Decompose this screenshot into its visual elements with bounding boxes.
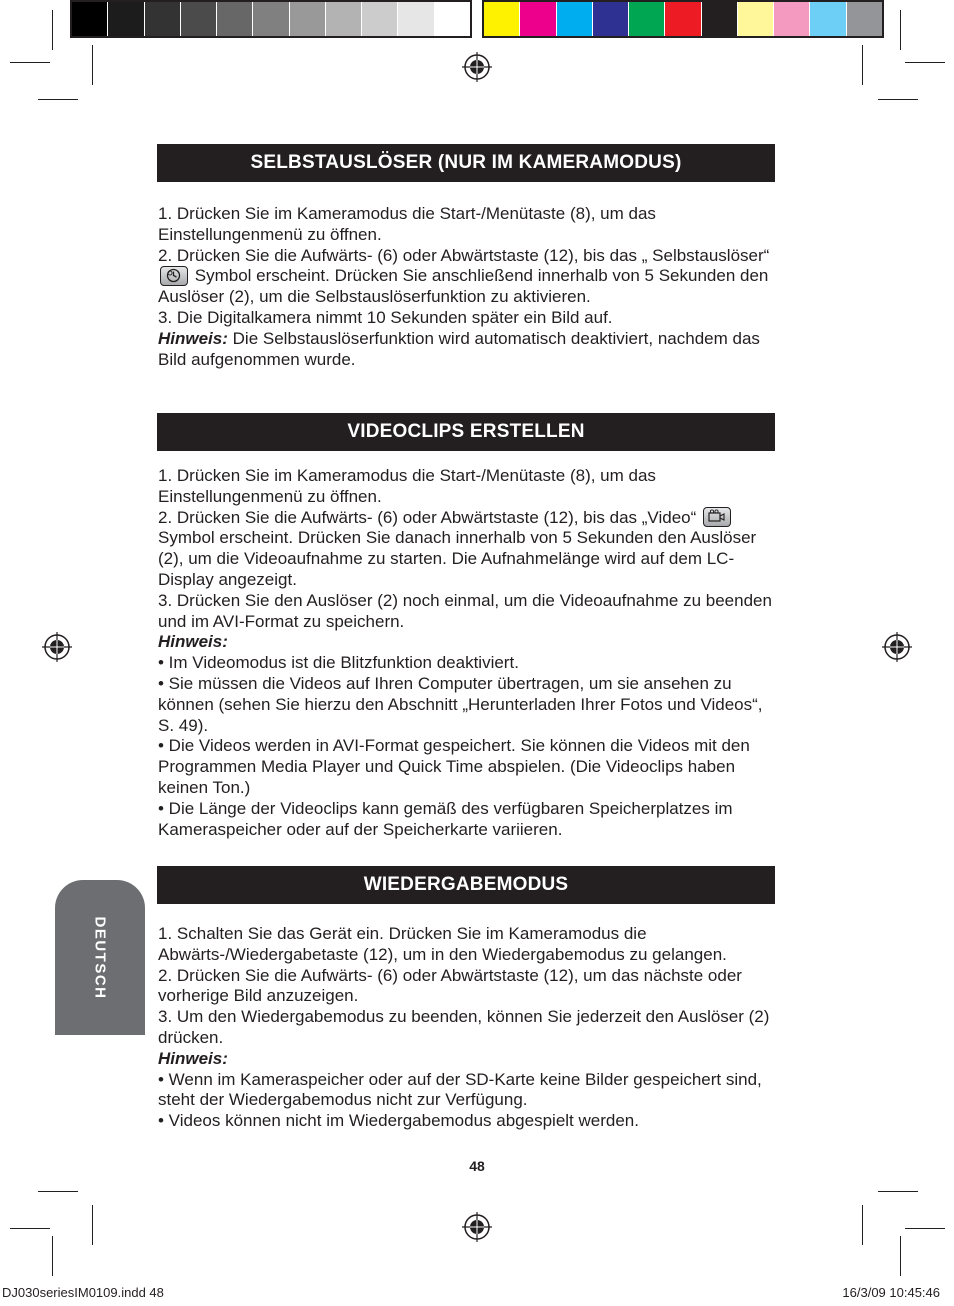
grayscale-color-bar [70,0,472,38]
color-swatch [593,2,629,36]
color-swatch [435,2,470,36]
color-swatch [326,2,362,36]
registration-mark-icon [462,1212,492,1242]
color-swatch [665,2,701,36]
color-swatch [484,2,520,36]
hint [158,329,778,371]
color-swatch [181,2,217,36]
slug-filename: DJ030seriesIM0109.indd 48 [2,1285,164,1300]
hint-label: Hinweis: [158,632,228,652]
crop-mark [878,1191,918,1192]
crop-mark [38,99,78,100]
section-header-videoclips: VIDEOCLIPS ERSTELLEN [157,413,775,451]
section-body-wiedergabemodus [158,924,778,1132]
step-2-text-b: Symbol erscheint. Drücken Sie anschließend innerhalb von 5 Sekunden den Auslöser (2), um die Selbstauslöserfunktion zu aktivieren. [158,266,769,307]
crop-mark [905,62,945,63]
crop-mark [900,1236,901,1276]
step-2 [158,508,778,591]
hint-label: Hinweis: [158,328,228,348]
color-swatch [810,2,846,36]
registration-mark-icon [882,632,912,662]
crop-mark [10,1228,50,1229]
color-swatch [145,2,181,36]
color-swatch [557,2,593,36]
hint-bullet: • Im Videomodus ist die Blitzfunktion deaktiviert. [158,653,519,673]
color-swatch [847,2,882,36]
color-swatch [702,2,738,36]
hint-bullet: • Videos können nicht im Wiedergabemodus abgespielt werden. [158,1111,639,1131]
color-swatch [108,2,144,36]
step-1: 1. Drücken Sie im Kameramodus die Start-/Menütaste (8), um das Einstellungenmenü zu öffnen. [158,204,656,244]
step-1: 1. Drücken Sie im Kameramodus die Start-/Menütaste (8), um das Einstellungenmenü zu öffnen. [158,466,656,506]
crop-mark [10,62,50,63]
step-2-text-b: Symbol erscheint. Drücken Sie danach innerhalb von 5 Sekunden den Auslöser (2), um die Videoaufnahme zu starten. Die Aufnahmelänge wird auf dem LC-Display angezeigt. [158,528,757,589]
slug-datetime: 16/3/09 10:45:46 [842,1285,940,1300]
crop-mark [862,45,863,85]
color-swatch [290,2,326,36]
hint-label: Hinweis: [158,1048,228,1068]
crop-mark [862,1205,863,1245]
color-swatch [362,2,398,36]
process-color-bar [482,0,884,38]
step-3: 3. Die Digitalkamera nimmt 10 Sekunden später ein Bild auf. [158,307,613,327]
step-3: 3. Drücken Sie den Auslöser (2) noch einmal, um die Videoaufnahme zu beenden und im AVI-Format zu speichern. [158,590,772,631]
step-2 [158,246,778,308]
crop-mark [92,45,93,85]
color-swatch [520,2,556,36]
step-1: 1. Schalten Sie das Gerät ein. Drücken Sie im Kameramodus die Abwärts-/Wiedergabetaste (12), um in den Wiedergabemodus zu gelangen. [158,924,727,964]
color-swatch [398,2,434,36]
color-swatch [253,2,289,36]
page-number: 48 [469,1158,485,1174]
crop-mark [92,1205,93,1245]
hint-text: Die Selbstauslöserfunktion wird automatisch deaktiviert, nachdem das Bild aufgenommen wurde. [158,328,760,369]
crop-mark [38,1191,78,1192]
section-header-selbstausloeser: SELBSTAUSLÖSER (NUR IM KAMERAMODUS) [157,144,775,182]
self-timer-icon [160,266,188,286]
crop-mark [52,1236,53,1276]
video-camera-icon [703,507,731,527]
hint-bullet: • Die Videos werden in AVI-Format gespeichert. Sie können die Videos mit den Programmen Media Player und Quick Time abspielen. (Die Videoclips haben keinen Ton.) [158,736,750,797]
section-body-videoclips [158,466,778,840]
hint-bullet: • Die Länge der Videoclips kann gemäß des verfügbaren Speicherplatzes im Kameraspeicher oder auf der Speicherkarte variieren. [158,798,733,839]
crop-mark [900,10,901,50]
step-2: 2. Drücken Sie die Aufwärts- (6) oder Abwärtstaste (12), um das nächste oder vorherige Bild anzuzeigen. [158,965,742,1006]
hint-bullet: • Wenn im Kameraspeicher oder auf der SD-Karte keine Bilder gespeichert sind, steht der Wiedergabemodus nicht zur Verfügung. [158,1069,762,1110]
step-2-text-a: 2. Drücken Sie die Aufwärts- (6) oder Abwärtstaste (12), bis das „Video“ [158,507,697,527]
crop-mark [878,99,918,100]
section-body-selbstausloeser [158,204,778,370]
step-2-text-a: 2. Drücken Sie die Aufwärts- (6) oder Abwärtstaste (12), bis das „ Selbstauslöser“ [158,245,770,265]
color-swatch [629,2,665,36]
color-swatch [738,2,774,36]
color-swatch [774,2,810,36]
color-swatch [217,2,253,36]
registration-mark-icon [42,632,72,662]
language-tab-label: DEUTSCH [91,916,109,1000]
crop-mark [52,10,53,50]
section-header-wiedergabemodus: WIEDERGABEMODUS [157,866,775,904]
language-tab [55,880,145,1035]
registration-mark-icon [462,52,492,82]
color-swatch [72,2,108,36]
crop-mark [905,1228,945,1229]
hint-bullet: • Sie müssen die Videos auf Ihren Computer übertragen, um sie ansehen zu können (sehen Sie hierzu den Abschnitt „Herunterladen Ihrer Fotos und Videos“, S. 49). [158,673,763,735]
step-3: 3. Um den Wiedergabemodus zu beenden, können Sie jederzeit den Auslöser (2) drücken. [158,1007,770,1047]
